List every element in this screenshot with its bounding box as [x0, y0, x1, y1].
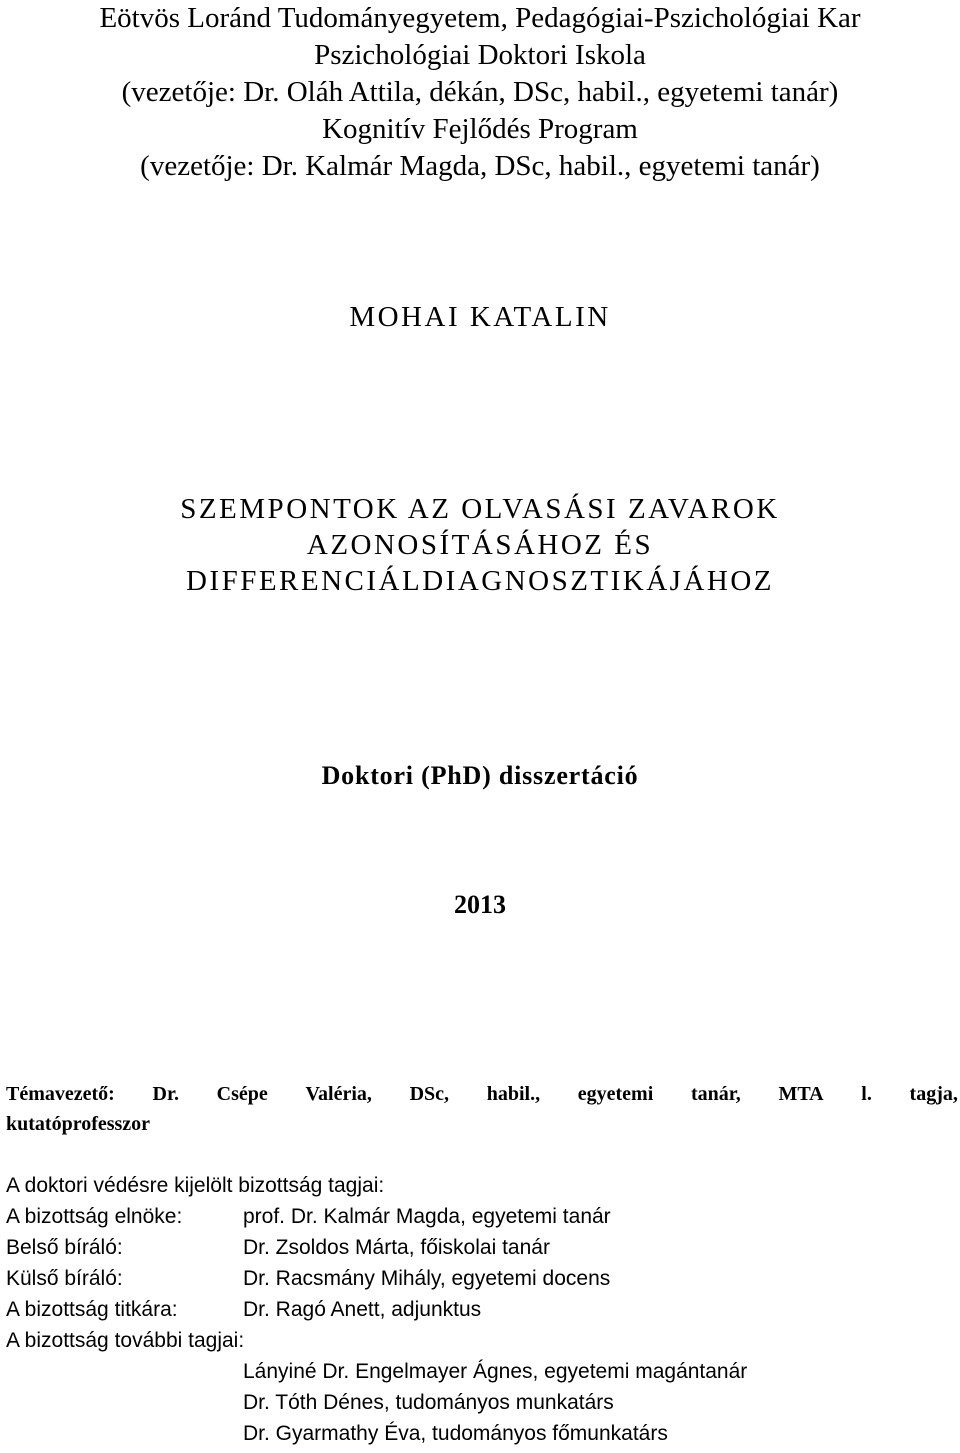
committee-row — [6, 1263, 956, 1294]
advisor-word: habil., — [486, 1083, 541, 1105]
advisor-word: tanár, — [690, 1083, 741, 1105]
committee-intro: A doktori védésre kijelölt bizottság tagjai: — [6, 1174, 385, 1197]
committee-role: A bizottság elnöke: — [6, 1205, 183, 1228]
committee-role: Belső bíráló: — [6, 1236, 123, 1259]
year: 2013 — [454, 890, 506, 919]
advisor-word: Témavezető: — [6, 1083, 115, 1105]
dissertation-title — [0, 491, 960, 599]
school-head: (vezetője: Dr. Oláh Attila, dékán, DSc, habil., egyetemi tanár) — [121, 76, 839, 108]
committee-row — [6, 1201, 956, 1232]
title-line: DIFFERENCIÁLDIAGNOSZTIKÁJÁHOZ — [185, 565, 775, 597]
committee-member: Dr. Tóth Dénes, tudományos munkatárs — [243, 1391, 614, 1414]
committee-member: Lányiné Dr. Engelmayer Ágnes, egyetemi magántanár — [243, 1360, 748, 1383]
advisor-word: Valéria, — [305, 1083, 372, 1105]
advisor-block — [6, 1079, 958, 1139]
degree-type: Doktori (PhD) disszertáció — [321, 761, 639, 790]
committee-member: Dr. Gyarmathy Éva, tudományos főmunkatárs — [243, 1422, 668, 1445]
author-name: MOHAI KATALIN — [349, 301, 611, 333]
advisor-word: egyetemi — [577, 1083, 654, 1105]
committee-role: A bizottság titkára: — [6, 1298, 178, 1321]
committee-row — [6, 1294, 956, 1325]
advisor-role: kutatóprofesszor — [6, 1113, 151, 1135]
program-head: (vezetője: Dr. Kalmár Magda, DSc, habil., egyetemi tanár) — [140, 150, 820, 182]
committee-row — [6, 1232, 956, 1263]
university-name: Eötvös Loránd Tudományegyetem, Pedagógiai-Pszichológiai Kar — [99, 2, 861, 34]
title-line: SZEMPONTOK AZ OLVASÁSI ZAVAROK — [180, 493, 780, 525]
advisor-word: Dr. — [152, 1083, 179, 1105]
committee-member: Dr. Racsmány Mihály, egyetemi docens — [243, 1267, 611, 1290]
advisor-word: l. — [861, 1083, 872, 1105]
advisor-word: Csépe — [216, 1083, 268, 1105]
committee-role: Külső bíráló: — [6, 1267, 123, 1290]
committee-members-label: A bizottság további tagjai: — [6, 1329, 245, 1352]
advisor-word: MTA — [778, 1083, 824, 1105]
title-line: AZONOSÍTÁSÁHOZ ÉS — [306, 529, 654, 561]
committee-block — [6, 1170, 956, 1449]
program-name: Kognitív Fejlődés Program — [322, 113, 638, 145]
committee-member: Dr. Zsoldos Márta, főiskolai tanár — [243, 1236, 550, 1259]
committee-member: Dr. Ragó Anett, adjunktus — [243, 1298, 482, 1321]
doctoral-school: Pszichológiai Doktori Iskola — [314, 39, 646, 71]
advisor-line — [6, 1079, 958, 1109]
institution-header — [0, 0, 960, 185]
advisor-word: DSc, — [409, 1083, 450, 1105]
committee-member: prof. Dr. Kalmár Magda, egyetemi tanár — [243, 1205, 611, 1228]
advisor-word: tagja, — [909, 1083, 958, 1105]
